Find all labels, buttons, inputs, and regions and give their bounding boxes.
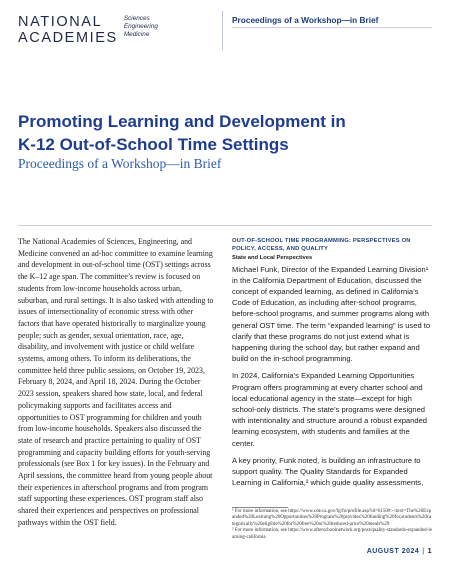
footnote-rule (232, 507, 288, 508)
logo-line-academies: ACADEMIES (18, 30, 118, 46)
left-column (18, 236, 214, 529)
intro-paragraph: The National Academies of Sciences, Engineering, and Medicine convened an ad-hoc committee to examine learning and development in out-of-school time (OST) settings across the K–12 age span. The committee’s review is focused on students from low-income households across urban, suburban, and rural settings. It is also tasked with attending to issues of intersectionality of economic stress with other factors that have operated historically to marginalize young people; such as gender, sexual orientation, race, age, disability, and involvement with justice or child welfare systems, among others. To inform its deliberations, the committee held three public sessions, on October 19, 2023, February 8, 2024, and April 18, 2024. During the October 2023 session, speakers shared how state, local, and federal policymaking supports and facilitates access and opportunities to OST programming for children and youth from low-income households. Speakers also discussed the state of research and practice pertaining to quality of OST programming and capacity building efforts for youth-serving professionals (see Box 1 for key issues). In the February and April sessions, the committee heard from young people about their experiences in afterschool programs and from program staff supporting these experiences. OST program staff also shared their experiences and perspectives on professional pathways within the OST field. (18, 237, 214, 527)
logo-sub-sciences: Sciences (123, 15, 150, 22)
footnote-1: ¹ For more information, see https://www.cde.ca.gov/fg/fo/profile.asp?id=6150#:~:text=The%20Expanded%20Learning%20Opportunities%20Program%20provides%20funding%20for,students%20categorically%20eligible%20for%20free%20or%20reduced-price%20meals%29 (232, 509, 432, 527)
document-subtitle: Proceedings of a Workshop—in Brief (18, 156, 222, 171)
title-rule (18, 225, 432, 226)
section-heading: OUT-OF-SCHOOL TIME PROGRAMMING: PERSPECTIVES ON POLICY, ACCESS, AND QUALITY (232, 238, 411, 252)
right-column (232, 238, 432, 494)
header-divider (222, 11, 223, 50)
logo-wordmark (18, 14, 118, 46)
logo-line-national: NATIONAL (18, 14, 103, 30)
page-footer (330, 548, 432, 555)
title-line-2: K-12 Out-of-School Time Settings (18, 135, 289, 154)
subsection-heading: State and Local Perspectives (232, 254, 313, 261)
footnote-2: ² For more information, see https://www.afterschoolnetwork.org/post/quality-standards-expanded-learning-california (232, 528, 432, 540)
body-paragraph-3: A key priority, Funk noted, is building an infrastructure to support quality. The Quality Standards for Expanded Learning in California,² which guide quality assessments, (232, 455, 424, 488)
logo-sub-medicine: Medicine (123, 31, 150, 39)
page-number: 1 (427, 548, 432, 555)
national-academies-logo (18, 14, 158, 46)
document-title (18, 110, 438, 156)
body-paragraph-2: In 2024, California’s Expanded Learning Opportunities Program offers programming at every charter school and local educational agency in the state—except for high school-only districts. The state’s programs were designed with intentionality and structure around a robust expanded learning ecosystem, with students and families at the center. (232, 371, 428, 448)
footer-date: AUGUST 2024 (366, 548, 420, 555)
footer-separator: | (422, 548, 425, 555)
footnotes (232, 509, 432, 541)
body-paragraph-1: Michael Funk, Director of the Expanded Learning Division¹ in the California Department of Education, discussed the concept of expanded learning, as defined in California’s Code of Education, as including after-school programs, before-school programs, and summer programs along with general OST time. The term “expanded learning” is used to clarify that these programs do not just extend what is happening during the school day, but rather expand and build on the in-school programming. (232, 264, 431, 364)
logo-subtitle (124, 15, 158, 40)
series-label: Proceedings of a Workshop—in Brief (232, 15, 379, 25)
logo-sub-engineering: Engineering (123, 23, 158, 31)
title-line-1: Promoting Learning and Development in (18, 112, 346, 131)
header-rule (232, 27, 432, 28)
